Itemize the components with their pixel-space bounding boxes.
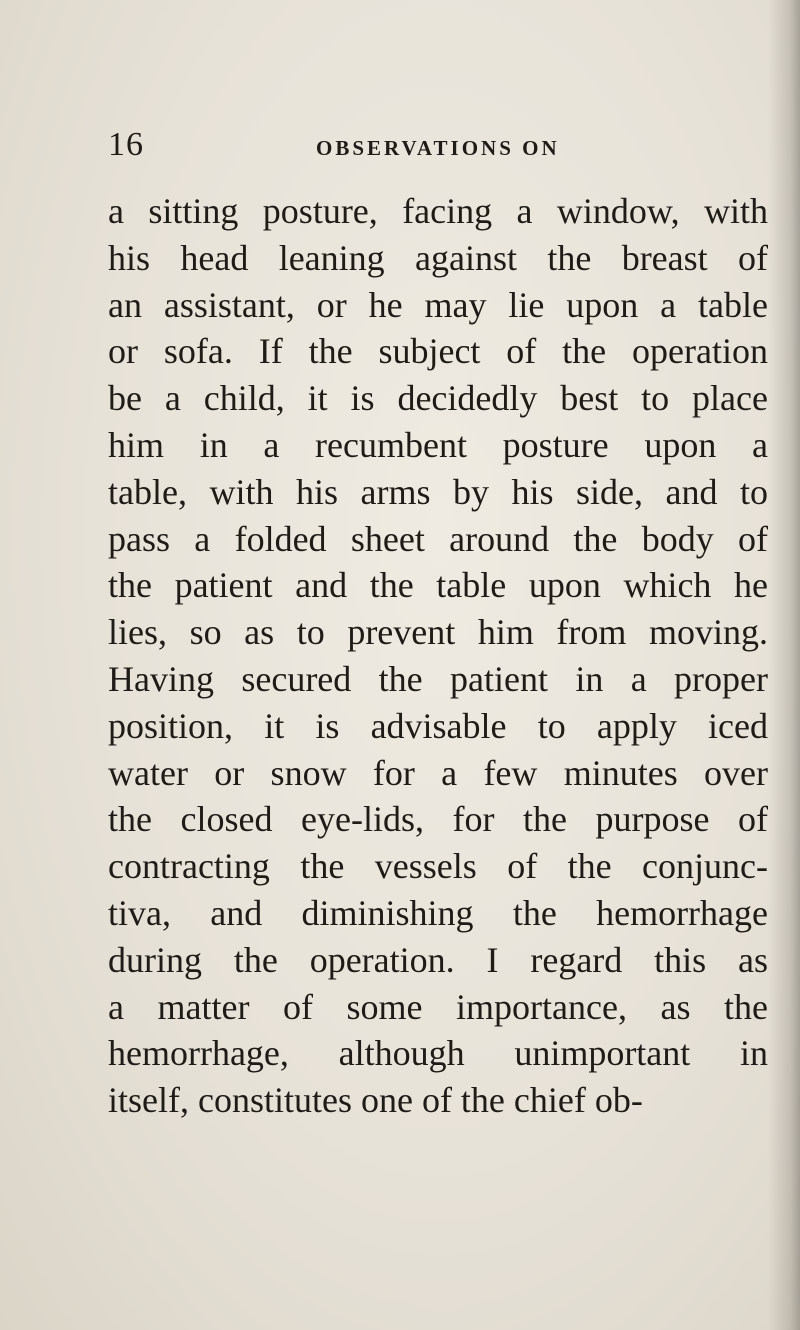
text-line: an assistant, or he may lie upon a table [108,284,768,325]
text-line: him in a recumbent posture upon a [108,424,768,465]
text-line: water or snow for a few minutes over [108,752,768,793]
text-line: itself, constitutes one of the chief ob- [108,1080,643,1121]
text-line: be a child, it is decidedly best to place [108,378,768,419]
page-number: 16 [108,126,144,163]
text-line: his head leaning against the breast of [108,237,768,278]
text-line: or sofa. If the subject of the operation [108,331,768,372]
text-line: lies, so as to prevent him from moving. [108,612,768,653]
text-line: table, with his arms by his side, and to [108,471,768,512]
page-edge-shadow [768,0,800,1330]
text-line: pass a folded sheet around the body of [108,518,768,559]
text-line: a matter of some importance, as the [108,986,768,1027]
running-title: OBSERVATIONS ON [316,136,560,160]
text-line: hemorrhage, although unimportant in [108,1033,768,1074]
body-text [108,188,768,1124]
text-line: the closed eye-lids, for the purpose of [108,799,768,840]
text-line: during the operation. I regard this as [108,939,768,980]
text-line: contracting the vessels of the conjunc- [108,846,768,887]
text-line: position, it is advisable to apply iced [108,705,768,746]
text-line: tiva, and diminishing the hemorrhage [108,892,768,933]
text-line: Having secured the patient in a proper [108,658,768,699]
page-header [108,128,768,168]
text-line: the patient and the table upon which he [108,565,768,606]
text-line: a sitting posture, facing a window, with [108,191,768,231]
